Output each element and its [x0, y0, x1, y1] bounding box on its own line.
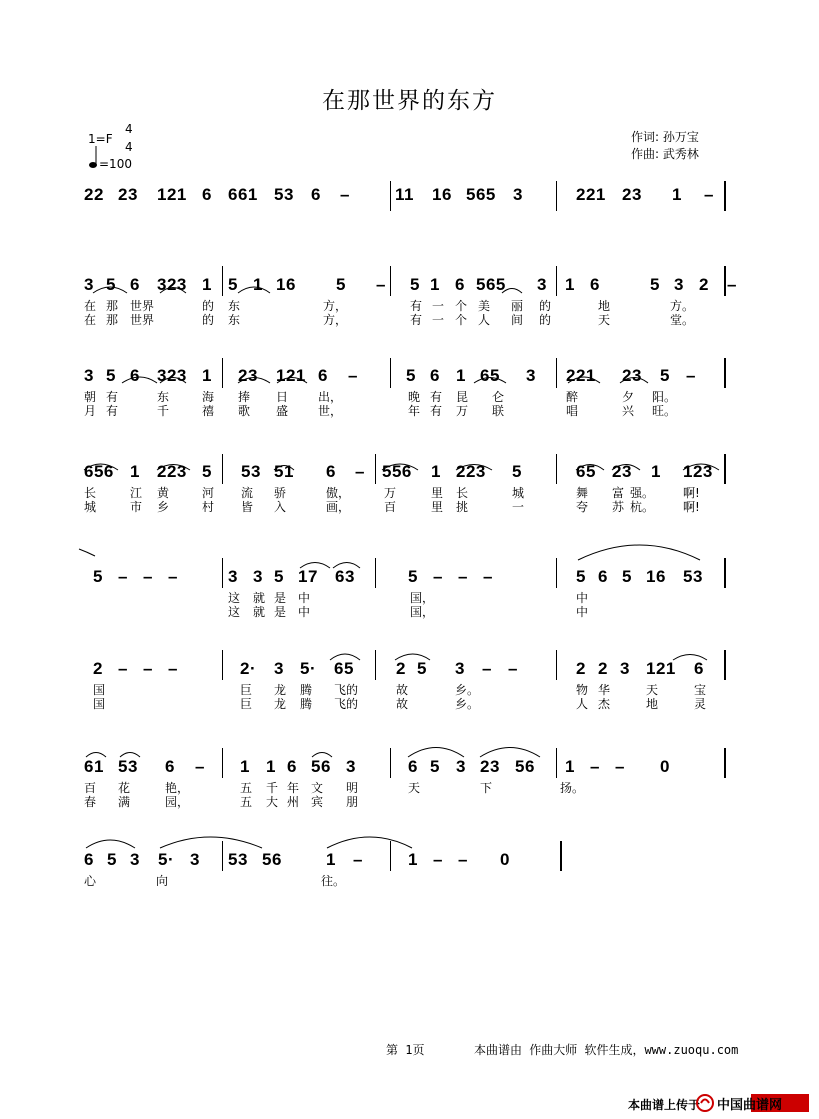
- note: 323: [157, 366, 187, 385]
- lyric-verse-1: 黄: [157, 486, 170, 500]
- note: 16: [432, 185, 452, 204]
- lyric-verse-1: 这: [228, 591, 241, 605]
- note: –: [727, 275, 737, 294]
- note: 5: [106, 275, 116, 294]
- note: 1: [240, 757, 250, 776]
- note: 1: [431, 462, 441, 481]
- tempo-marking: =100: [99, 157, 132, 171]
- lyric-verse-1: 东: [228, 299, 241, 313]
- note: 11: [395, 185, 414, 204]
- lyric-verse-2: 方，: [323, 313, 348, 327]
- lyric-verse-1: 出，: [318, 390, 343, 404]
- lyric-verse-1: 一: [432, 299, 445, 313]
- lyric-verse-2: 园，: [165, 795, 190, 809]
- lyric-verse-1: 故: [396, 683, 409, 697]
- lyric-verse-1: 富: [612, 486, 625, 500]
- lyric-verse-2: 人: [576, 697, 589, 711]
- lyric-verse-2: 有: [106, 404, 119, 418]
- lyric-verse-2: 歌: [238, 404, 251, 418]
- note: 51: [274, 462, 294, 481]
- lyric-verse-2: 个: [455, 313, 468, 327]
- lyric-verse-1: 天: [646, 683, 659, 697]
- lyric-verse-2: 春: [84, 795, 97, 809]
- lyric-verse-2: 腾: [300, 697, 313, 711]
- lyric-verse-1: 那: [106, 299, 119, 313]
- lyric-verse-2: 月: [84, 404, 97, 418]
- note: 16: [276, 275, 296, 294]
- note: 5: [202, 462, 212, 481]
- note: 5: [107, 850, 117, 869]
- note: 5: [106, 366, 116, 385]
- note: –: [168, 567, 178, 586]
- lyric-verse-2: 入: [274, 500, 287, 514]
- note: –: [433, 567, 443, 586]
- note: –: [143, 567, 153, 586]
- lyric-verse-2: 联: [492, 404, 505, 418]
- lyric-verse-2: 世，: [318, 404, 343, 418]
- note: –: [615, 757, 625, 776]
- note: 1: [672, 185, 682, 204]
- lyric-verse-1: 下: [480, 781, 493, 795]
- lyric-verse-2: 的: [202, 313, 215, 327]
- lyric-verse-2: 夸: [576, 500, 589, 514]
- note: 5: [93, 567, 103, 586]
- note: 0: [660, 757, 670, 776]
- note: 221: [576, 185, 606, 204]
- note: 2: [576, 659, 586, 678]
- lyric-verse-1: 千: [266, 781, 279, 795]
- note: 221: [566, 366, 596, 385]
- lyric-verse-1: 强。: [630, 486, 655, 500]
- lyric-verse-1: 长: [456, 486, 469, 500]
- note: 5: [576, 567, 586, 586]
- note: –: [376, 275, 386, 294]
- note: –: [508, 659, 518, 678]
- lyric-verse-2: 人: [478, 313, 491, 327]
- lyric-verse-1: 飞的: [334, 683, 359, 697]
- lyric-verse-2: 有: [430, 404, 443, 418]
- lyric-verse-1: 仑: [492, 390, 505, 404]
- lyric-verse-1: 百: [84, 781, 97, 795]
- note: 223: [456, 462, 486, 481]
- generator-credit: 本曲谱由 作曲大师 软件生成，www.zuoqu.com: [474, 1043, 739, 1057]
- note: –: [458, 850, 468, 869]
- lyric-verse-1: 年: [287, 781, 300, 795]
- lyric-verse-2: 飞的: [334, 697, 359, 711]
- lyric-verse-2: 唱: [566, 404, 579, 418]
- note: 6: [590, 275, 600, 294]
- note: 2: [699, 275, 709, 294]
- note: 3: [513, 185, 523, 204]
- lyric-verse-1: 乡。: [455, 683, 480, 697]
- note: 56: [311, 757, 331, 776]
- note: 3: [346, 757, 356, 776]
- lyric-verse-1: 在: [84, 299, 97, 313]
- note: 6: [455, 275, 465, 294]
- note: 6: [318, 366, 328, 385]
- lyric-verse-2: 乡: [157, 500, 170, 514]
- lyric-verse-1: 国: [93, 683, 106, 697]
- lyric-verse-1: 丽: [511, 299, 524, 313]
- note: 5: [660, 366, 670, 385]
- lyric-verse-2: 皆: [241, 500, 254, 514]
- note: –: [590, 757, 600, 776]
- note: 1: [565, 275, 575, 294]
- note: 6: [287, 757, 297, 776]
- lyric-verse-1: 万: [384, 486, 397, 500]
- lyric-verse-1: 中: [298, 591, 311, 605]
- note: 16: [646, 567, 666, 586]
- note: 1: [408, 850, 418, 869]
- note: –: [686, 366, 696, 385]
- lyric-verse-2: 万: [456, 404, 469, 418]
- key-signature: 1=F: [88, 132, 113, 146]
- note: 23: [238, 366, 258, 385]
- lyric-verse-2: 千: [157, 404, 170, 418]
- note: 56: [262, 850, 282, 869]
- lyric-verse-1: 昆: [456, 390, 469, 404]
- site-logo[interactable]: [695, 1092, 811, 1114]
- note: 22: [84, 185, 104, 204]
- note: 1: [253, 275, 263, 294]
- lyric-verse-2: 旺。: [652, 404, 677, 418]
- note: –: [704, 185, 714, 204]
- lyric-verse-2: 就: [253, 605, 266, 619]
- note: 23: [118, 185, 138, 204]
- time-signature-bottom: 4: [125, 140, 133, 154]
- note: –: [168, 659, 178, 678]
- note: 3: [190, 850, 200, 869]
- note: 0: [500, 850, 510, 869]
- upload-caption: 本曲谱上传于: [628, 1098, 701, 1112]
- note: 23: [622, 366, 642, 385]
- lyric-verse-2: 村: [202, 500, 215, 514]
- lyric-verse-1: 晚: [408, 390, 421, 404]
- lyric-verse-1: 个: [455, 299, 468, 313]
- note: –: [353, 850, 363, 869]
- lyric-verse-1: 夕: [622, 390, 635, 404]
- lyric-verse-1: 江: [130, 486, 143, 500]
- lyric-verse-2: 国，: [410, 605, 435, 619]
- note: –: [355, 462, 365, 481]
- note: 5·: [158, 850, 175, 869]
- lyric-verse-2: 的: [539, 313, 552, 327]
- note: –: [143, 659, 153, 678]
- note: –: [348, 366, 358, 385]
- note: 5: [417, 659, 427, 678]
- note: 6: [84, 850, 94, 869]
- note: 1: [202, 275, 212, 294]
- note: 53: [228, 850, 248, 869]
- lyric-verse-2: 故: [396, 697, 409, 711]
- note: 5: [430, 757, 440, 776]
- note: 121: [646, 659, 676, 678]
- note: –: [118, 567, 128, 586]
- note: 23: [480, 757, 500, 776]
- lyric-verse-1: 艳，: [165, 781, 190, 795]
- note: 5: [408, 567, 418, 586]
- note: 3: [526, 366, 536, 385]
- lyric-verse-2: 中: [298, 605, 311, 619]
- lyric-verse-1: 里: [431, 486, 444, 500]
- lyric-verse-1: 扬。: [560, 781, 585, 795]
- note: 6: [694, 659, 704, 678]
- note: 1: [651, 462, 661, 481]
- lyric-verse-1: 海: [202, 390, 215, 404]
- lyric-verse-2: 世界: [130, 313, 155, 327]
- lyric-verse-2: 杭。: [630, 500, 655, 514]
- note: 6: [130, 275, 140, 294]
- note: –: [340, 185, 350, 204]
- note: 5: [228, 275, 238, 294]
- lyric-verse-2: 挑: [456, 500, 469, 514]
- note: 5: [512, 462, 522, 481]
- lyric-verse-2: 是: [274, 605, 287, 619]
- page-title: 在那世界的东方: [322, 88, 497, 114]
- lyric-verse-1: 流: [241, 486, 254, 500]
- site-logo-text: 中国曲谱网: [717, 1098, 783, 1113]
- note: 53: [683, 567, 703, 586]
- lyric-verse-1: 日: [276, 390, 289, 404]
- note: 5: [410, 275, 420, 294]
- lyric-verse-2: 堂。: [670, 313, 695, 327]
- note: 121: [276, 366, 306, 385]
- note: 2: [396, 659, 406, 678]
- lyric-verse-1: 方。: [670, 299, 695, 313]
- lyric-verse-2: 杰: [598, 697, 611, 711]
- note: 17: [298, 567, 318, 586]
- note: 3: [455, 659, 465, 678]
- note: 23: [612, 462, 632, 481]
- note: 5: [406, 366, 416, 385]
- note: 3: [674, 275, 684, 294]
- lyric-verse-1: 腾: [300, 683, 313, 697]
- note: 6: [430, 366, 440, 385]
- lyricist-credit: 作词: 孙万宝: [631, 130, 699, 144]
- note: 5: [650, 275, 660, 294]
- note: 2·: [240, 659, 257, 678]
- note: 65: [334, 659, 354, 678]
- lyric-verse-2: 百: [384, 500, 397, 514]
- note: –: [483, 567, 493, 586]
- lyric-verse-1: 阳。: [652, 390, 677, 404]
- note: 5·: [300, 659, 317, 678]
- lyric-verse-1: 有: [430, 390, 443, 404]
- note: 656: [84, 462, 114, 481]
- note: 1: [430, 275, 440, 294]
- composer-credit: 作曲: 武秀林: [631, 147, 699, 161]
- lyric-verse-2: 国: [93, 697, 106, 711]
- lyric-verse-1: 往。: [321, 874, 346, 888]
- note: 661: [228, 185, 258, 204]
- note: 63: [335, 567, 355, 586]
- lyric-verse-2: 宾: [311, 795, 324, 809]
- lyric-verse-1: 舞: [576, 486, 589, 500]
- page-number: 第 1页: [386, 1043, 425, 1057]
- note: 6: [311, 185, 321, 204]
- lyric-verse-1: 花: [118, 781, 131, 795]
- note: 23: [622, 185, 642, 204]
- lyric-verse-1: 骄: [274, 486, 287, 500]
- note: 3: [84, 366, 94, 385]
- lyric-verse-1: 方，: [323, 299, 348, 313]
- note: 2: [598, 659, 608, 678]
- lyric-verse-2: 乡。: [455, 697, 480, 711]
- note: 1: [565, 757, 575, 776]
- note: 56: [515, 757, 535, 776]
- note: –: [118, 659, 128, 678]
- lyric-verse-2: 里: [431, 500, 444, 514]
- lyric-verse-1: 五: [240, 781, 253, 795]
- lyric-verse-2: 有: [410, 313, 423, 327]
- lyric-verse-1: 向: [156, 874, 169, 888]
- lyric-verse-1: 宝: [694, 683, 707, 697]
- note: 3: [130, 850, 140, 869]
- lyric-verse-1: 醉: [566, 390, 579, 404]
- note: 3: [84, 275, 94, 294]
- lyric-verse-1: 长: [84, 486, 97, 500]
- note: 6: [326, 462, 336, 481]
- note: –: [482, 659, 492, 678]
- lyric-verse-2: 一: [432, 313, 445, 327]
- lyric-verse-1: 龙: [274, 683, 287, 697]
- lyric-verse-1: 心: [84, 874, 97, 888]
- lyric-verse-1: 国，: [410, 591, 435, 605]
- note: 223: [157, 462, 187, 481]
- lyric-verse-1: 文: [311, 781, 324, 795]
- note: 3: [228, 567, 238, 586]
- note: 1: [326, 850, 336, 869]
- lyric-verse-2: 市: [130, 500, 143, 514]
- note: 2: [93, 659, 103, 678]
- lyric-verse-1: 朝: [84, 390, 97, 404]
- note: 1: [266, 757, 276, 776]
- note: 5: [274, 567, 284, 586]
- lyric-verse-2: 盛: [276, 404, 289, 418]
- lyric-verse-2: 这: [228, 605, 241, 619]
- lyric-verse-1: 有: [106, 390, 119, 404]
- lyric-verse-2: 画，: [326, 500, 351, 514]
- lyric-verse-2: 巨: [240, 697, 253, 711]
- note: 565: [466, 185, 496, 204]
- note: 565: [476, 275, 506, 294]
- lyric-verse-1: 河: [202, 486, 215, 500]
- note: –: [433, 850, 443, 869]
- lyric-verse-2: 年: [408, 404, 421, 418]
- lyric-verse-1: 物: [576, 683, 589, 697]
- note: 53: [241, 462, 261, 481]
- lyric-verse-1: 巨: [240, 683, 253, 697]
- lyric-verse-1: 城: [512, 486, 525, 500]
- note: 3: [620, 659, 630, 678]
- note: 6: [165, 757, 175, 776]
- note: 6: [408, 757, 418, 776]
- lyric-verse-2: 州: [287, 795, 300, 809]
- note: 123: [683, 462, 713, 481]
- note: 6: [130, 366, 140, 385]
- lyric-verse-2: 天: [598, 313, 611, 327]
- lyric-verse-2: 五: [240, 795, 253, 809]
- lyric-verse-1: 中: [576, 591, 589, 605]
- lyric-verse-1: 美: [478, 299, 491, 313]
- note: 5: [622, 567, 632, 586]
- note: 65: [480, 366, 500, 385]
- time-signature-top: 4: [125, 122, 133, 136]
- lyric-verse-2: 啊!: [683, 500, 700, 514]
- lyric-verse-2: 地: [646, 697, 659, 711]
- lyric-verse-1: 明: [346, 781, 359, 795]
- note: 3: [537, 275, 547, 294]
- note: –: [458, 567, 468, 586]
- lyric-verse-1: 啊!: [683, 486, 700, 500]
- lyric-verse-2: 在: [84, 313, 97, 327]
- lyric-verse-2: 禧: [202, 404, 215, 418]
- note: 556: [382, 462, 412, 481]
- note: 3: [274, 659, 284, 678]
- lyric-verse-2: 一: [512, 500, 525, 514]
- lyric-verse-1: 有: [410, 299, 423, 313]
- lyric-verse-1: 天: [408, 781, 421, 795]
- note: 3: [253, 567, 263, 586]
- lyric-verse-1: 的: [539, 299, 552, 313]
- note: 3: [456, 757, 466, 776]
- lyric-verse-1: 地: [598, 299, 611, 313]
- note: 6: [202, 185, 212, 204]
- lyric-verse-2: 满: [118, 795, 131, 809]
- note: 53: [118, 757, 138, 776]
- lyric-verse-2: 城: [84, 500, 97, 514]
- lyric-verse-2: 那: [106, 313, 119, 327]
- lyric-verse-1: 是: [274, 591, 287, 605]
- lyric-verse-2: 灵: [694, 697, 707, 711]
- note: 121: [157, 185, 187, 204]
- lyric-verse-2: 中: [576, 605, 589, 619]
- note: 65: [576, 462, 596, 481]
- lyric-verse-2: 苏: [612, 500, 625, 514]
- lyric-verse-1: 捧: [238, 390, 251, 404]
- note: 323: [157, 275, 187, 294]
- lyric-verse-1: 东: [157, 390, 170, 404]
- lyric-verse-2: 间: [511, 313, 524, 327]
- note: 53: [274, 185, 294, 204]
- note: 6: [598, 567, 608, 586]
- note: 1: [130, 462, 140, 481]
- lyric-verse-2: 东: [228, 313, 241, 327]
- lyric-verse-1: 傲，: [326, 486, 351, 500]
- lyric-verse-1: 世界: [130, 299, 155, 313]
- lyric-verse-2: 朋: [346, 795, 359, 809]
- note: 61: [84, 757, 104, 776]
- lyric-verse-1: 就: [253, 591, 266, 605]
- note: 5: [336, 275, 346, 294]
- note: 1: [202, 366, 212, 385]
- lyric-verse-1: 华: [598, 683, 611, 697]
- note: 1: [456, 366, 466, 385]
- note: –: [195, 757, 205, 776]
- lyric-verse-2: 龙: [274, 697, 287, 711]
- lyric-verse-2: 大: [266, 795, 279, 809]
- lyric-verse-1: 的: [202, 299, 215, 313]
- lyric-verse-2: 兴: [622, 404, 635, 418]
